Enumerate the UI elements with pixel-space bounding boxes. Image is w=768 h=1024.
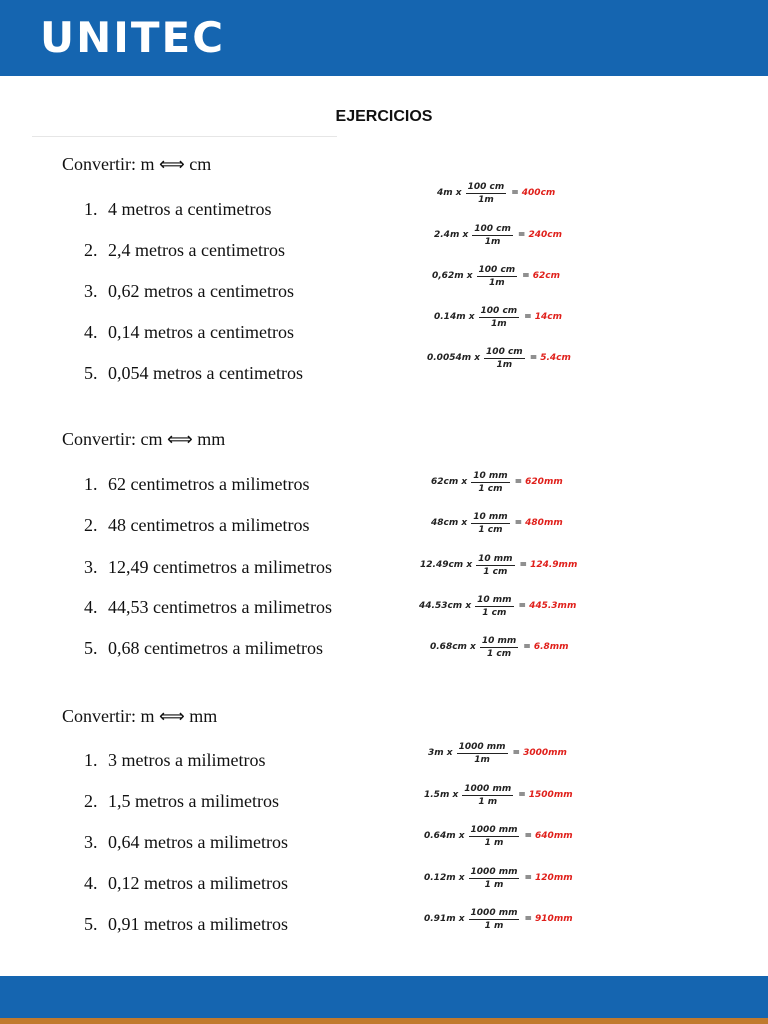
equals-sign: = bbox=[514, 477, 523, 487]
fraction-denominator: 1m bbox=[489, 277, 505, 288]
formula-result: 5.4cm bbox=[540, 353, 571, 363]
formula-result: 120mm bbox=[535, 873, 573, 883]
formula bbox=[424, 778, 614, 812]
fraction bbox=[476, 554, 514, 577]
fraction bbox=[484, 347, 525, 370]
fraction-denominator: 1 cm bbox=[482, 607, 507, 618]
item-text: 2,4 metros a centimetros bbox=[108, 240, 285, 260]
formula-result: 62cm bbox=[532, 271, 560, 281]
item-text: 3 metros a milimetros bbox=[108, 750, 266, 770]
formula-lhs: 62cm x bbox=[431, 477, 468, 487]
item-text: 0,68 centimetros a milimetros bbox=[108, 638, 323, 658]
fraction-numerator: 100 cm bbox=[486, 346, 523, 357]
fraction-numerator: 10 mm bbox=[473, 470, 508, 481]
formula-result: 400cm bbox=[521, 188, 556, 198]
fraction-numerator: 1000 mm bbox=[470, 824, 518, 835]
fraction-numerator: 10 mm bbox=[478, 553, 513, 564]
equals-sign: = bbox=[511, 188, 519, 198]
item-number: 2. bbox=[84, 791, 98, 811]
formula-lhs: 0.0054m x bbox=[427, 353, 481, 363]
fraction-numerator: 100 cm bbox=[480, 305, 518, 316]
equals-sign: = bbox=[514, 518, 523, 528]
formula bbox=[424, 819, 614, 853]
fraction-denominator: 1 m bbox=[484, 837, 504, 848]
list-item bbox=[84, 199, 271, 219]
list-item bbox=[84, 322, 294, 342]
header-bar bbox=[0, 0, 768, 76]
list-item bbox=[84, 914, 288, 934]
list-item bbox=[84, 638, 323, 658]
fraction bbox=[477, 265, 518, 288]
equals-sign: = bbox=[512, 748, 521, 758]
fraction-numerator: 100 cm bbox=[478, 264, 516, 275]
formula-lhs: 2.4m x bbox=[434, 230, 469, 240]
equals-sign: = bbox=[523, 642, 531, 652]
formula bbox=[427, 341, 617, 375]
fraction-denominator: 1m bbox=[474, 754, 490, 765]
formula-lhs: 44.53cm x bbox=[419, 601, 472, 611]
item-text: 62 centimetros a milimetros bbox=[108, 474, 310, 494]
item-text: 0,14 metros a centimetros bbox=[108, 322, 294, 342]
fraction-denominator: 1 cm bbox=[478, 524, 503, 535]
fraction-denominator: 1m bbox=[496, 359, 513, 370]
item-text: 4 metros a centimetros bbox=[108, 199, 272, 219]
equals-sign: = bbox=[522, 271, 530, 281]
list-item bbox=[84, 873, 288, 893]
fraction bbox=[472, 224, 513, 247]
fraction bbox=[471, 512, 509, 535]
item-text: 48 centimetros a milimetros bbox=[108, 515, 310, 535]
formula-result: 124.9mm bbox=[530, 560, 578, 570]
fraction bbox=[471, 471, 509, 494]
fraction-denominator: 1m bbox=[484, 236, 501, 247]
fraction-numerator: 10 mm bbox=[481, 635, 517, 646]
fraction-denominator: 1 cm bbox=[478, 483, 503, 494]
formula-lhs: 4m x bbox=[437, 188, 462, 198]
list-item bbox=[84, 240, 285, 260]
formula-result: 640mm bbox=[535, 831, 573, 841]
fraction bbox=[462, 784, 513, 807]
item-number: 5. bbox=[84, 914, 98, 934]
formula-lhs: 1.5m x bbox=[424, 790, 459, 800]
fraction-numerator: 1000 mm bbox=[464, 783, 512, 794]
formula-result: 1500mm bbox=[528, 790, 573, 800]
list-item bbox=[84, 474, 309, 494]
item-text: 0,64 metros a milimetros bbox=[108, 832, 288, 852]
item-text: 0,62 metros a centimetros bbox=[108, 281, 294, 301]
formula bbox=[420, 548, 610, 582]
list-item bbox=[84, 832, 288, 852]
equals-sign: = bbox=[518, 601, 527, 611]
item-number: 5. bbox=[84, 363, 98, 383]
item-number: 3. bbox=[84, 832, 98, 852]
item-text: 12,49 centimetros a milimetros bbox=[108, 557, 332, 577]
section-heading-m-cm: Convertir: m ⟺ cm bbox=[62, 154, 212, 174]
formula bbox=[437, 176, 627, 210]
fraction bbox=[475, 595, 513, 618]
item-number: 1. bbox=[84, 750, 98, 770]
list-item bbox=[84, 515, 309, 535]
equals-sign: = bbox=[524, 312, 532, 322]
formula-lhs: 0.91m x bbox=[424, 914, 465, 924]
equals-sign: = bbox=[524, 914, 533, 924]
fraction bbox=[466, 182, 507, 205]
fraction-denominator: 1 m bbox=[484, 920, 504, 931]
item-text: 1,5 metros a milimetros bbox=[108, 791, 279, 811]
fraction bbox=[457, 742, 508, 765]
item-number: 4. bbox=[84, 873, 98, 893]
list-item bbox=[84, 597, 332, 617]
formula-lhs: 0.68cm x bbox=[430, 642, 476, 652]
formula bbox=[434, 218, 624, 252]
fraction-denominator: 1 m bbox=[484, 879, 504, 890]
formula bbox=[431, 465, 621, 499]
fraction-denominator: 1m bbox=[491, 318, 507, 329]
fraction bbox=[469, 908, 520, 931]
equals-sign: = bbox=[524, 831, 533, 841]
equals-sign: = bbox=[519, 560, 528, 570]
list-item bbox=[84, 791, 279, 811]
formula-lhs: 0.12m x bbox=[424, 873, 465, 883]
list-item bbox=[84, 281, 294, 301]
equals-sign: = bbox=[524, 873, 533, 883]
fraction-numerator: 1000 mm bbox=[470, 866, 518, 877]
formula-result: 620mm bbox=[525, 477, 563, 487]
item-text: 0,054 metros a centimetros bbox=[108, 363, 303, 383]
formula bbox=[424, 861, 614, 895]
item-number: 2. bbox=[84, 515, 98, 535]
item-text: 0,12 metros a milimetros bbox=[108, 873, 288, 893]
list-item bbox=[84, 557, 332, 577]
fraction bbox=[469, 825, 520, 848]
item-text: 44,53 centimetros a milimetros bbox=[108, 597, 332, 617]
formula bbox=[434, 300, 624, 334]
item-number: 4. bbox=[84, 597, 98, 617]
item-number: 4. bbox=[84, 322, 98, 342]
item-number: 5. bbox=[84, 638, 98, 658]
fraction-denominator: 1 m bbox=[478, 796, 498, 807]
fraction bbox=[479, 306, 520, 329]
fraction-numerator: 100 cm bbox=[474, 223, 511, 234]
formula-result: 445.3mm bbox=[529, 601, 577, 611]
formula-lhs: 0.64m x bbox=[424, 831, 465, 841]
formula bbox=[430, 630, 620, 664]
list-item bbox=[84, 750, 265, 770]
fraction-denominator: 1 cm bbox=[483, 566, 508, 577]
formula bbox=[419, 589, 609, 623]
formula-result: 480mm bbox=[525, 518, 563, 528]
page-title: EJERCICIOS bbox=[335, 108, 433, 125]
formula bbox=[428, 736, 618, 770]
formula-lhs: 12.49cm x bbox=[420, 560, 473, 570]
fraction-numerator: 10 mm bbox=[477, 594, 512, 605]
formula-result: 3000mm bbox=[523, 748, 567, 758]
fraction-numerator: 1000 mm bbox=[470, 907, 518, 918]
formula-result: 14cm bbox=[534, 312, 562, 322]
unitec-logo: UNITEC bbox=[40, 13, 226, 62]
item-text: 0,91 metros a milimetros bbox=[108, 914, 288, 934]
footer-accent-line bbox=[0, 1018, 768, 1024]
list-item bbox=[84, 363, 303, 383]
item-number: 3. bbox=[84, 281, 98, 301]
fraction-numerator: 10 mm bbox=[473, 511, 508, 522]
formula-result: 240cm bbox=[528, 230, 562, 240]
equals-sign: = bbox=[529, 353, 538, 363]
formula bbox=[424, 902, 614, 936]
item-number: 3. bbox=[84, 557, 98, 577]
fraction bbox=[469, 867, 520, 890]
item-number: 1. bbox=[84, 474, 98, 494]
item-number: 2. bbox=[84, 240, 98, 260]
section-heading-m-mm: Convertir: m ⟺ mm bbox=[62, 706, 218, 726]
equals-sign: = bbox=[518, 790, 526, 800]
formula-lhs: 0.14m x bbox=[434, 312, 475, 322]
item-number: 1. bbox=[84, 199, 98, 219]
fraction-denominator: 1 cm bbox=[487, 648, 512, 659]
footer-bar bbox=[0, 976, 768, 1024]
formula-result: 910mm bbox=[535, 914, 573, 924]
equals-sign: = bbox=[517, 230, 526, 240]
section-heading-cm-mm: Convertir: cm ⟺ mm bbox=[62, 429, 226, 449]
formula bbox=[431, 506, 621, 540]
formula bbox=[432, 259, 622, 293]
fraction bbox=[480, 636, 518, 659]
formula-lhs: 48cm x bbox=[431, 518, 468, 528]
formula-result: 6.8mm bbox=[533, 642, 569, 652]
formula-lhs: 0,62m x bbox=[432, 271, 473, 281]
fraction-denominator: 1m bbox=[478, 194, 494, 205]
divider bbox=[32, 136, 337, 137]
fraction-numerator: 100 cm bbox=[467, 181, 505, 192]
fraction-numerator: 1000 mm bbox=[458, 741, 506, 752]
formula-lhs: 3m x bbox=[428, 748, 453, 758]
